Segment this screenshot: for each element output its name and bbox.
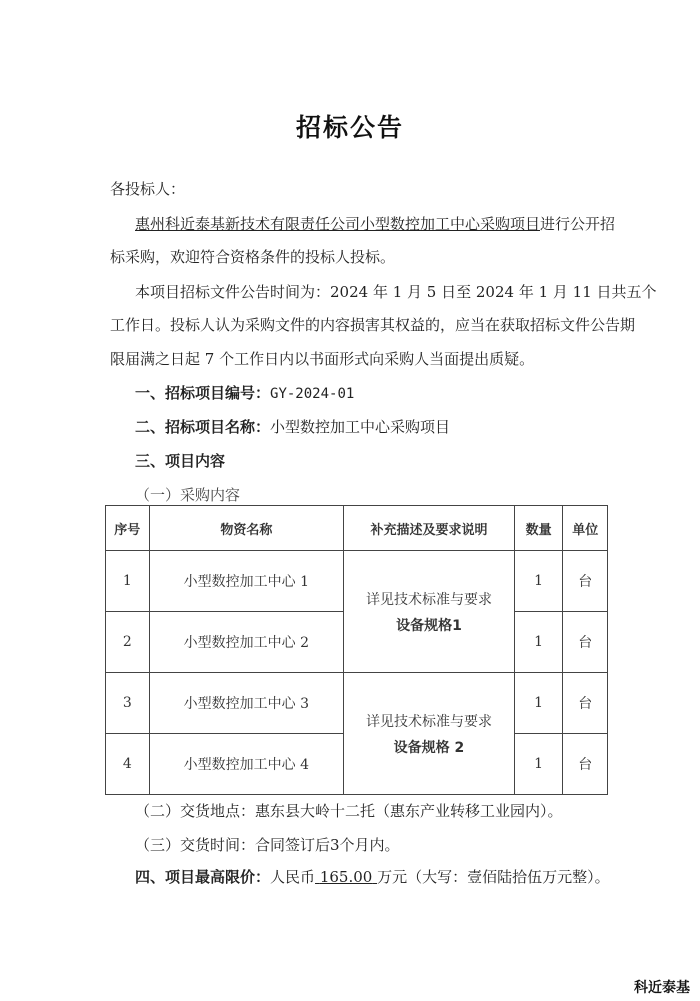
row-name: 小型数控加工中心 3 [149, 673, 343, 734]
header-no: 序号 [106, 506, 150, 551]
header-unit: 单位 [563, 506, 608, 551]
spec-line-1: 详见技术标准与要求 [365, 591, 492, 608]
row-name: 小型数控加工中心 2 [149, 612, 343, 673]
section-2-value: 小型数控加工中心采购项目 [270, 418, 451, 436]
row-unit: 台 [563, 734, 608, 795]
notice-line-2: 工作日。投标人认为采购文件的内容损害其权益的，应当在获取招标文件公告期 [110, 316, 636, 334]
spec-line-2: 设备规格 2 [393, 739, 465, 756]
watermark: 科近泰基 [634, 980, 690, 996]
price-amount [315, 868, 377, 886]
section-4-label: 四、项目最高限价： [135, 868, 271, 886]
row-no: 2 [106, 612, 150, 673]
table-row [106, 551, 608, 612]
sub-procurement-content: （一）采购内容 [135, 486, 241, 504]
header-name: 物资名称 [149, 506, 343, 551]
row-name: 小型数控加工中心 1 [149, 551, 343, 612]
section-2-label: 二、招标项目名称： [135, 418, 271, 436]
row-unit: 台 [563, 551, 608, 612]
row-no: 1 [106, 551, 150, 612]
spec-line-1: 详见技术标准与要求 [365, 713, 492, 730]
row-no: 4 [106, 734, 150, 795]
price-prefix: 人民币 [270, 868, 316, 886]
table-row [106, 673, 608, 734]
row-quantity: 1 [514, 734, 563, 795]
procurement-table [105, 505, 608, 795]
header-description: 补充描述及要求说明 [344, 506, 515, 551]
row-unit: 台 [563, 612, 608, 673]
section-max-price [135, 866, 610, 887]
section-1-label: 一、招标项目编号： [135, 384, 271, 402]
row-name: 小型数控加工中心 4 [149, 734, 343, 795]
section-1-value: GY-2024-01 [270, 386, 355, 402]
spec-line-2: 设备规格1 [396, 617, 462, 634]
row-no: 3 [106, 673, 150, 734]
price-suffix: 万元（大写：壹佰陆拾伍万元整）。 [377, 868, 610, 886]
sub-delivery-time: （三）交货时间：合同签订后3个月内。 [135, 836, 400, 854]
intro-line-1 [135, 213, 615, 234]
section-project-number [135, 382, 354, 403]
row-quantity: 1 [514, 673, 563, 734]
row-unit: 台 [563, 673, 608, 734]
section-project-content: 三、项目内容 [135, 452, 226, 470]
intro-line-1-rest: 进行公开招 [540, 215, 616, 233]
table-header-row [106, 506, 608, 551]
page-title: 招标公告 [295, 113, 404, 142]
price-amount-value: 165.00 [319, 868, 373, 886]
notice-line-1: 本项目招标文件公告时间为：2024 年 1 月 5 日至 2024 年 1 月 11 日共五个 [135, 283, 657, 301]
row-quantity: 1 [514, 551, 563, 612]
project-name-link: 惠州科近泰基新技术有限责任公司小型数控加工中心采购项目 [135, 215, 541, 233]
spec-cell [344, 673, 515, 795]
spec-cell [344, 551, 515, 673]
greeting: 各投标人： [110, 180, 186, 198]
header-quantity: 数量 [514, 506, 563, 551]
intro-line-2: 标采购，欢迎符合资格条件的投标人投标。 [110, 248, 396, 266]
sub-delivery-location: （二）交货地点：惠东县大岭十二托（惠东产业转移工业园内）。 [135, 802, 563, 820]
notice-line-3: 限届满之日起 7 个工作日内以书面形式向采购人当面提出质疑。 [110, 350, 535, 368]
section-project-name [135, 416, 450, 437]
row-quantity: 1 [514, 612, 563, 673]
